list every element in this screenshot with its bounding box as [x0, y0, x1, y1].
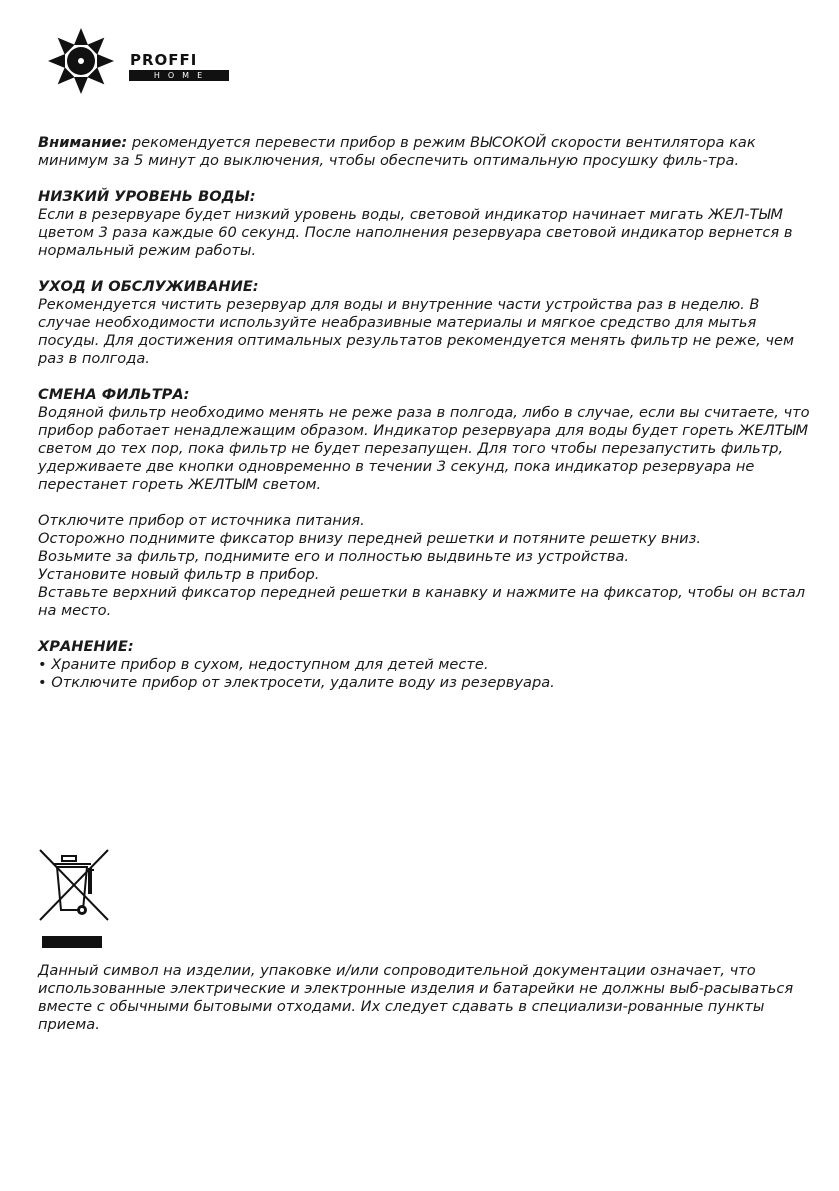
step-item: Возьмите за фильтр, поднимите его и полностью выдвиньте из устройства.	[38, 548, 630, 565]
weee-notice: Данный символ на изделии, упаковке и/или сопроводительной документации означает, что использованные электрические и электронные изделия и батарейки не должны выб-расываться вместе с обычными бытовыми отходами. Их следует сдавать в специализи-рованные пункты приема.	[38, 962, 794, 1033]
filter-heading: СМЕНА ФИЛЬТРА:	[38, 386, 190, 403]
weee-bar	[42, 936, 102, 948]
proffi-home-logo	[38, 26, 238, 96]
step-item: Осторожно поднимите фиксатор внизу передней решетки и потяните решетку вниз.	[38, 530, 702, 547]
filter-text: Водяной фильтр необходимо менять не реже раза в полгода, либо в случае, если вы считаете, что прибор работает ненадлежащим образом. Индикатор резервуара для воды будет гореть ЖЕЛТЫМ светом до тех пор, пока фильтр не будет перезапущен. Для того чтобы перезапустить фильтр, удерживаете две кнопки одновременно в течении 3 секунд, пока индикатор резервуара не перестанет гореть ЖЕЛТЫМ светом.	[38, 404, 810, 493]
logo-brand: PROFFI	[130, 51, 198, 69]
crossed-out-wheelie-bin-icon	[38, 848, 110, 934]
attention-text: рекомендуется перевести прибор в режим ВЫСОКОЙ скорости вентилятора как минимум за 5 минут до выключения, чтобы обеспечить оптимальную просушку филь-тра.	[38, 134, 756, 169]
sun-flower-logo-icon	[38, 26, 124, 96]
step-item: Вставьте верхний фиксатор передней решетки в канавку и нажмите на фиксатор, чтобы он встал на место.	[38, 584, 806, 619]
weee-symbol	[38, 848, 110, 950]
attention-paragraph	[38, 134, 816, 170]
attention-lead: Внимание:	[38, 134, 128, 151]
storage-heading: ХРАНЕНИЕ:	[38, 638, 134, 655]
instructions-body	[38, 134, 816, 692]
low-water-heading: НИЗКИЙ УРОВЕНЬ ВОДЫ:	[38, 188, 256, 205]
low-water-text: Если в резервуаре будет низкий уровень воды, световой индикатор начинает мигать ЖЕЛ-ТЫМ цветом 3 раза каждые 60 секунд. После наполнения резервуара световой индикатор вернется в нормальный режим работы.	[38, 206, 793, 259]
care-text: Рекомендуется чистить резервуар для воды и внутренние части устройства раз в неделю. В случае необходимости используйте неабразивные материалы и мягкое средство для мытья посуды. Для достижения оптимальных результатов рекомендуется менять фильтр не реже, чем раз в полгода.	[38, 296, 795, 367]
step-item: Отключите прибор от источника питания.	[38, 512, 365, 529]
storage-item: • Отключите прибор от электросети, удалите воду из резервуара.	[38, 674, 555, 691]
storage-item: • Храните прибор в сухом, недоступном для детей месте.	[38, 656, 489, 673]
logo-subtitle: HOME	[129, 70, 229, 81]
step-item: Установите новый фильтр в прибор.	[38, 566, 320, 583]
care-heading: УХОД И ОБСЛУЖИВАНИЕ:	[38, 278, 259, 295]
